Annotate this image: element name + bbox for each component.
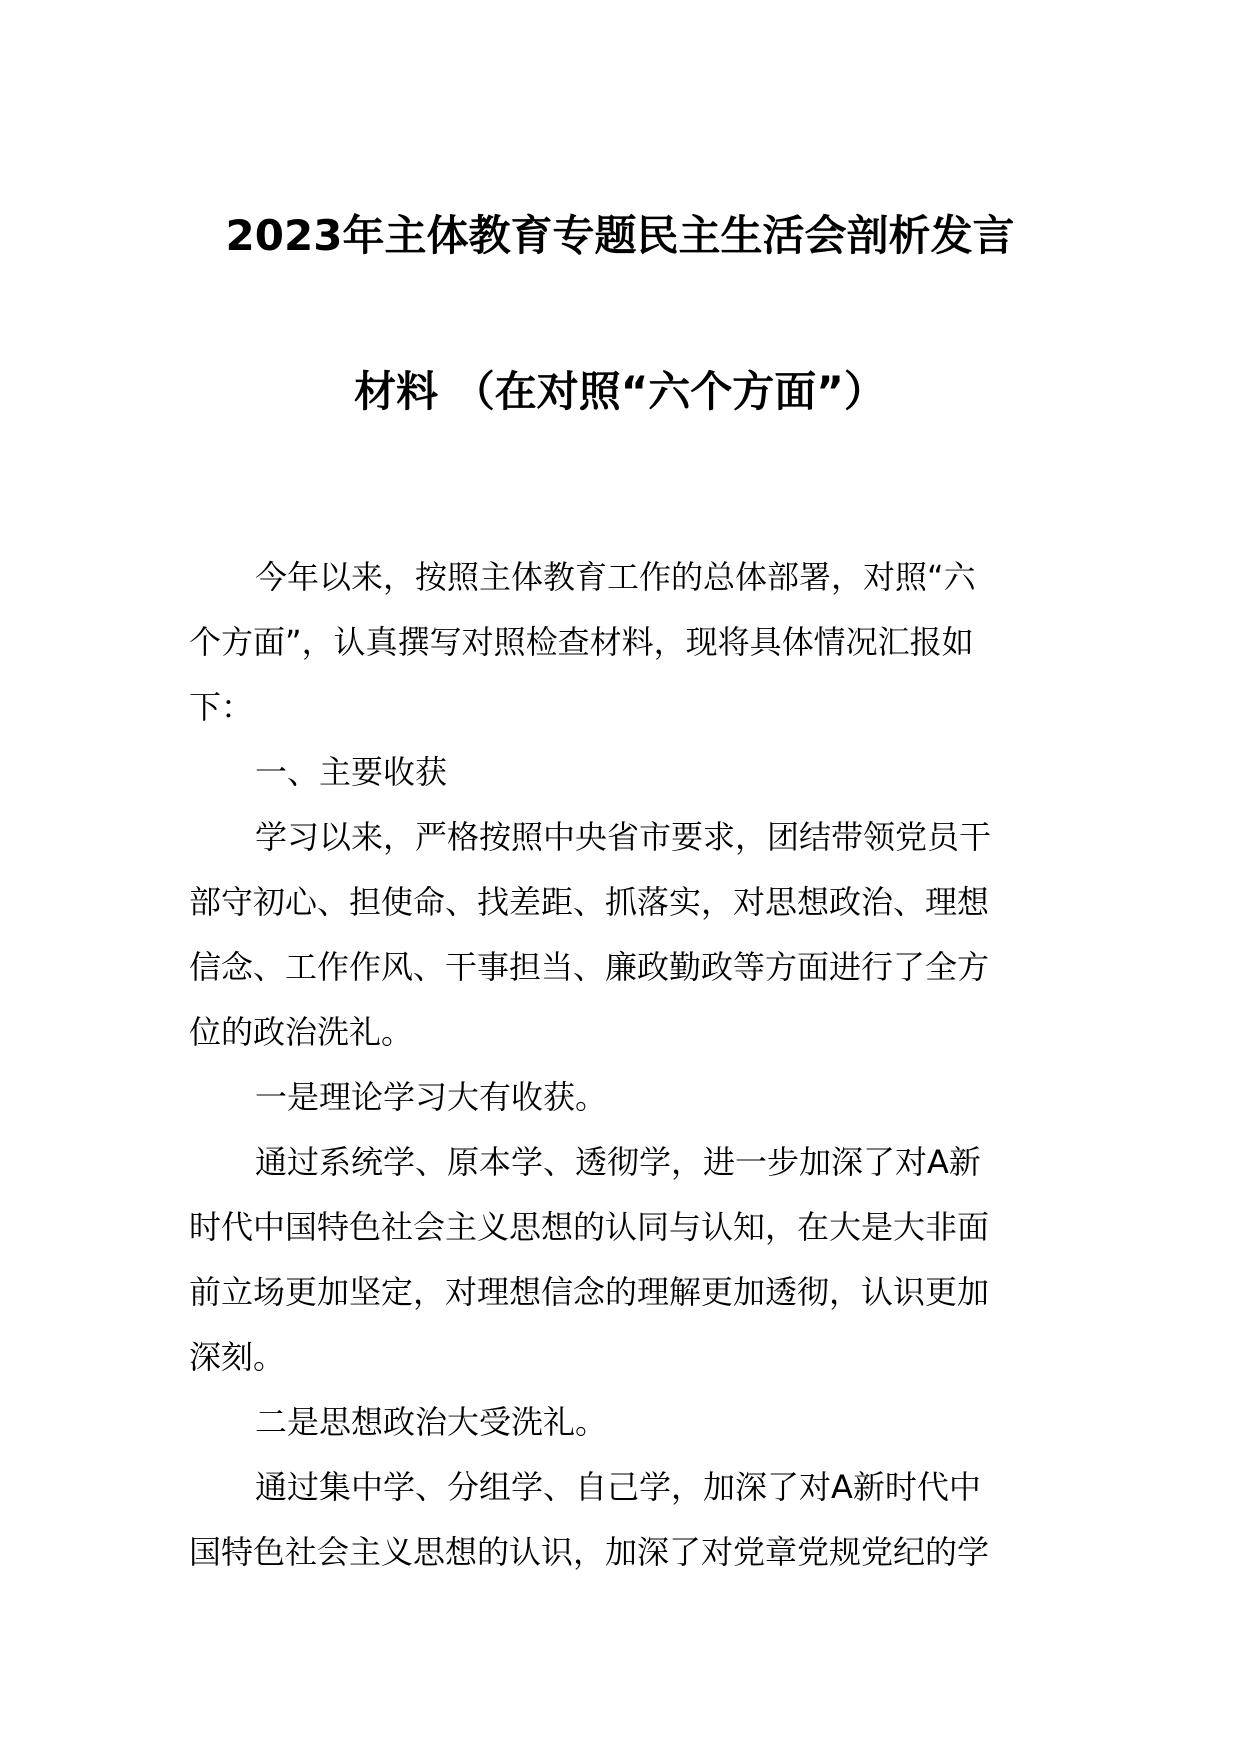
document-body <box>189 545 1059 1585</box>
paragraph-line: 位的政治洗礼。 <box>189 1013 414 1051</box>
paragraph-line: 国特色社会主义思想的认识，加深了对党章党规党纪的学 <box>189 1533 990 1571</box>
subheading: 二是思想政治大受洗礼。 <box>255 1403 608 1441</box>
paragraph-line: 部守初心、担使命、找差距、抓落实，对思想政治、理想 <box>189 883 990 921</box>
subheading: 一是理论学习大有收获。 <box>255 1078 608 1116</box>
paragraph-line: 通过集中学、分组学、自己学，加深了对A新时代中 <box>255 1468 981 1506</box>
section-heading: 一、主要收获 <box>255 753 448 791</box>
paragraph-line: 前立场更加坚定，对理想信念的理解更加透彻，认识更加 <box>189 1273 990 1311</box>
paragraph-line: 通过系统学、原本学、透彻学，进一步加深了对A新 <box>255 1143 981 1181</box>
paragraph-intro-line: 下： <box>189 688 254 726</box>
paragraph-line: 时代中国特色社会主义思想的认同与认知，在大是大非面 <box>189 1208 990 1246</box>
paragraph-line: 深刻。 <box>189 1338 286 1376</box>
document-title-line-2: 材料 （在对照“六个方面”） <box>354 367 886 416</box>
paragraph-line: 学习以来，严格按照中央省市要求，团结带领党员干 <box>255 818 992 856</box>
paragraph-intro-line: 个方面”，认真撰写对照检查材料，现将具体情况汇报如 <box>189 623 974 661</box>
paragraph-intro-line: 今年以来，按照主体教育工作的总体部署，对照“六 <box>255 558 976 596</box>
paragraph-line: 信念、工作作风、干事担当、廉政勤政等方面进行了全方 <box>189 948 990 986</box>
document-title-line-1: 2023年主体教育专题民主生活会剖析发言 <box>225 211 1015 260</box>
